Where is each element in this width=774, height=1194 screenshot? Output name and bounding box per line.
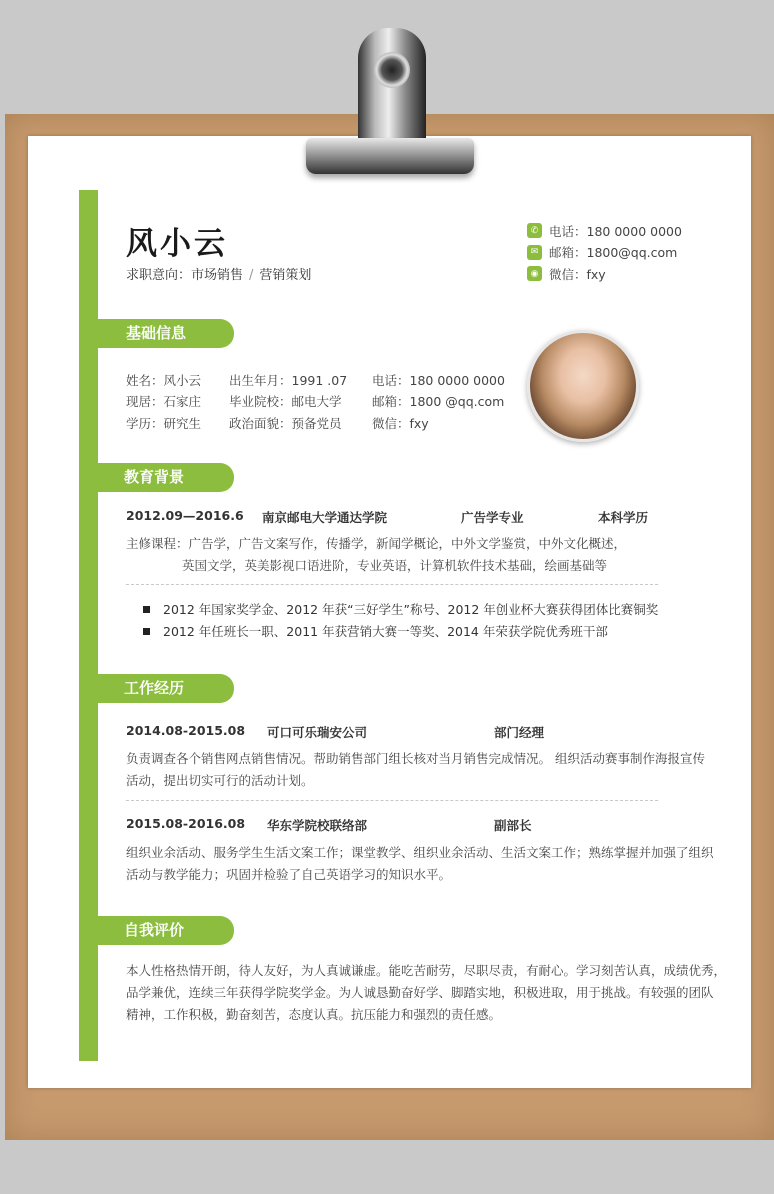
contact-wechat-text: 微信：fxy bbox=[549, 266, 606, 282]
section-title-work: 工作经历 bbox=[98, 674, 234, 703]
mail-icon: ✉ bbox=[527, 245, 542, 260]
job-intent bbox=[126, 264, 311, 283]
award-text: 2012 年国家奖学金、2012 年获“三好学生”称号、2012 年创业杯大赛获得团体比赛铜奖 bbox=[163, 602, 659, 617]
binder-clip-hole bbox=[374, 52, 410, 88]
basic-info-cell: 出生年月：1991 .07 bbox=[229, 372, 348, 388]
work-company: 可口可乐瑞安公司 bbox=[267, 725, 368, 740]
education-school: 南京邮电大学通达学院 bbox=[262, 510, 388, 525]
contact-email-text: 邮箱：1800@qq.com bbox=[549, 245, 678, 261]
basic-info-cell: 学历：研究生 bbox=[126, 415, 202, 431]
work-desc-line2: 活动，提出切实可行的活动计划。 bbox=[126, 773, 314, 788]
contact-phone-text: 电话：180 0000 0000 bbox=[549, 223, 682, 239]
section-title-education: 教育背景 bbox=[98, 463, 234, 492]
basic-info-cell: 邮箱：1800 @qq.com bbox=[372, 394, 505, 410]
job-intent-secondary: 营销策划 bbox=[259, 268, 312, 283]
education-major: 广告学专业 bbox=[461, 510, 524, 525]
section-title-self: 自我评价 bbox=[98, 916, 234, 945]
candidate-name: 风小云 bbox=[126, 226, 228, 262]
wechat-icon: ◉ bbox=[527, 266, 542, 281]
basic-info-cell: 现居：石家庄 bbox=[126, 394, 202, 410]
education-degree: 本科学历 bbox=[598, 510, 649, 525]
job-intent-separator: / bbox=[249, 268, 254, 283]
basic-info-row bbox=[126, 391, 505, 413]
binder-clip-base bbox=[306, 138, 474, 174]
contact-wechat bbox=[527, 263, 682, 285]
basic-info-cell: 毕业院校：邮电大学 bbox=[229, 394, 342, 410]
work-role: 部门经理 bbox=[494, 725, 545, 740]
accent-vertical-bar bbox=[79, 190, 98, 1061]
work-desc-line2: 活动与教学能力；巩固并检验了自己英语学习的知识水平。 bbox=[126, 867, 452, 882]
bullet-square-icon bbox=[143, 628, 150, 635]
basic-info-cell: 微信：fxy bbox=[372, 415, 429, 431]
divider bbox=[126, 800, 658, 801]
education-courses-line1: 主修课程：广告学，广告文案写作，传播学，新闻学概论，中外文学鉴赏，中外文化概述， bbox=[126, 536, 627, 551]
contact-email bbox=[527, 242, 682, 264]
award-item bbox=[143, 622, 608, 640]
basic-info-cell: 政治面貌：预备党员 bbox=[229, 415, 342, 431]
job-intent-primary: 求职意向：市场销售 bbox=[126, 268, 244, 283]
self-eval-line1: 本人性格热情开朗，待人友好，为人真诚谦虚。能吃苦耐劳，尽职尽责，有耐心。学习刻苦认真，成绩优秀， bbox=[126, 963, 727, 978]
work-period: 2015.08-2016.08 bbox=[126, 816, 246, 831]
work-period: 2014.08-2015.08 bbox=[126, 723, 246, 738]
award-item bbox=[143, 600, 658, 618]
work-company: 华东学院校联络部 bbox=[267, 818, 368, 833]
award-text: 2012 年任班长一职、2011 年获营销大赛一等奖、2014 年荣获学院优秀班干部 bbox=[163, 624, 608, 639]
work-desc-line1: 组织业余活动、服务学生生活文案工作；课堂教学、组织业余活动、生活文案工作；熟练掌握并加强了组织 bbox=[126, 845, 714, 860]
work-desc-line1: 负责调查各个销售网点销售情况。帮助销售部门组长核对当月销售完成情况。 组织活动赛事制作海报宣传 bbox=[126, 751, 705, 766]
self-eval-line3: 精神，工作积极，勤奋刻苦，态度认真。抗压能力和强烈的责任感。 bbox=[126, 1007, 502, 1022]
bullet-square-icon bbox=[143, 606, 150, 613]
basic-info-row bbox=[126, 412, 505, 434]
divider bbox=[126, 584, 658, 585]
basic-info-row bbox=[126, 369, 505, 391]
avatar-photo bbox=[527, 330, 639, 442]
section-title-basic: 基础信息 bbox=[98, 319, 234, 348]
basic-info-cell: 电话：180 0000 0000 bbox=[372, 372, 505, 388]
self-eval-line2: 品学兼优，连续三年获得学院奖学金。为人诚恳勤奋好学、脚踏实地，积极进取，用于挑战。有较强的团队 bbox=[126, 985, 714, 1000]
contact-phone bbox=[527, 220, 682, 242]
basic-info-table bbox=[126, 369, 505, 434]
work-role: 副部长 bbox=[494, 818, 532, 833]
basic-info-cell: 姓名：风小云 bbox=[126, 372, 202, 388]
contact-block bbox=[527, 220, 682, 285]
education-period: 2012.09—2016.6 bbox=[126, 508, 244, 523]
phone-icon: ✆ bbox=[527, 223, 542, 238]
education-courses-line2: 英国文学，英美影视口语进阶，专业英语，计算机软件技术基础，绘画基础等 bbox=[182, 558, 608, 573]
